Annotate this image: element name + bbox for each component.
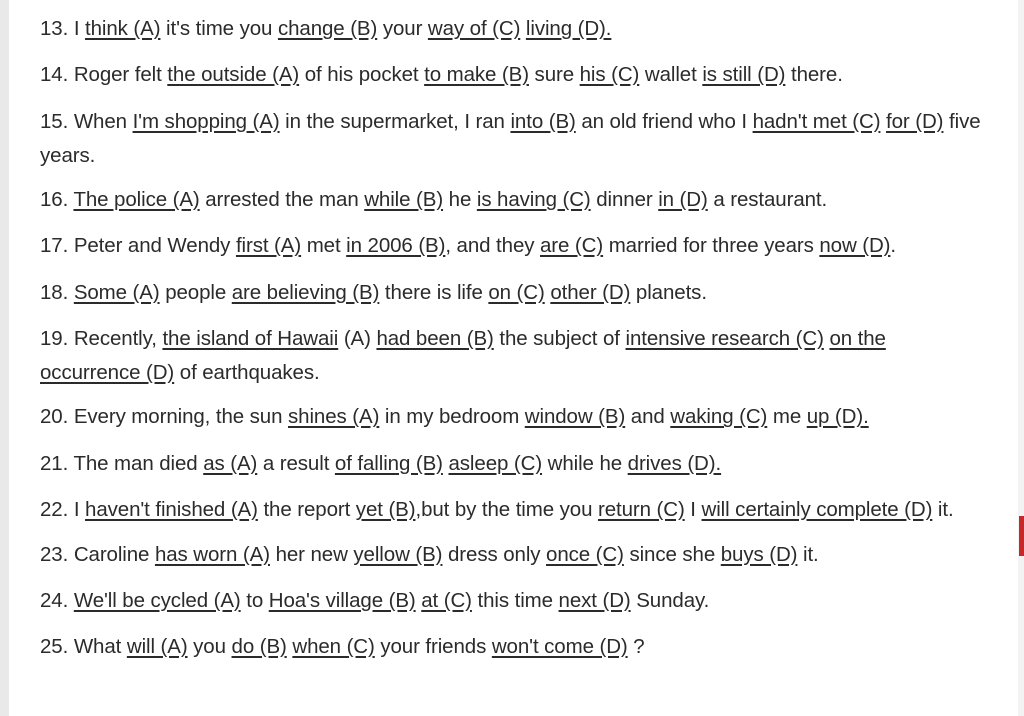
underlined-option: once (C) (546, 542, 624, 566)
underlined-option: yet (B) (355, 498, 416, 522)
sentence-text: her new (269, 542, 354, 566)
sentence-text: ? (627, 635, 645, 659)
sentence-text: in my bedroom (379, 405, 525, 429)
question-17 (40, 229, 990, 263)
sentence-text: Caroline (73, 542, 155, 566)
underlined-option: of falling (B) (334, 451, 443, 475)
sentence-text: planets. (630, 280, 707, 304)
question-number: 23. (40, 542, 69, 566)
question-16 (40, 183, 990, 217)
sentence-text: . (890, 234, 897, 258)
underlined-option: is having (C) (476, 188, 591, 212)
sentence-text: there. (785, 63, 843, 87)
sentence-text: I (684, 498, 702, 522)
question-number: 20. (40, 405, 69, 429)
underlined-option: intensive research (C) (625, 326, 824, 350)
underlined-option: drives (D). (627, 451, 722, 475)
sentence-text: five years. (40, 109, 981, 167)
sentence-text: When (73, 109, 133, 133)
question-number: 19. (40, 326, 69, 350)
sentence-text: wallet (639, 63, 703, 87)
underlined-option: had been (B) (376, 326, 494, 350)
sentence-text: dinner (590, 188, 659, 212)
underlined-option: for (D) (886, 109, 944, 133)
sentence-text: there is life (379, 280, 489, 304)
sentence-text: dress only (442, 542, 547, 566)
question-22 (40, 493, 990, 527)
sentence-text: married for three years (603, 234, 820, 258)
sentence-text: and (625, 405, 671, 429)
underlined-option: next (D) (558, 588, 631, 612)
question-21 (40, 447, 990, 481)
underlined-option: buys (D) (720, 542, 798, 566)
underlined-option: Some (A) (73, 280, 160, 304)
question-14 (40, 58, 990, 92)
sentence-text: of earthquakes. (174, 360, 320, 384)
sentence-text: I (73, 17, 86, 40)
sentence-text: I (73, 498, 86, 522)
right-edge (1018, 0, 1024, 716)
underlined-option: The police (A) (73, 188, 200, 212)
question-13 (40, 12, 990, 46)
underlined-option: are (C) (540, 234, 604, 258)
question-list (40, 12, 990, 676)
scroll-marker (1019, 516, 1024, 556)
underlined-option: We'll be cycled (A) (73, 588, 241, 612)
underlined-option: the island of Hawaii (162, 326, 339, 350)
sentence-text: Every morning, the sun (73, 405, 289, 429)
underlined-option: do (B) (231, 635, 287, 659)
sentence-text: (A) (338, 326, 377, 350)
underlined-option: think (A) (85, 17, 161, 40)
question-number: 14. (40, 63, 69, 87)
sentence-text: arrested the man (199, 188, 365, 212)
sentence-text: it. (797, 542, 819, 566)
sentence-text: a result (257, 451, 335, 475)
underlined-option: way of (C) (427, 17, 521, 40)
underlined-option: waking (C) (670, 405, 768, 429)
underlined-option: return (C) (597, 498, 685, 522)
underlined-option: change (B) (277, 17, 378, 40)
underlined-option: asleep (C) (448, 451, 543, 475)
underlined-option: as (A) (203, 451, 258, 475)
question-number: 18. (40, 280, 69, 304)
question-number: 25. (40, 635, 69, 659)
question-24 (40, 584, 990, 618)
sentence-text: , and they (445, 234, 540, 258)
underlined-option: the outside (A) (167, 63, 300, 87)
question-number: 15. (40, 109, 69, 133)
underlined-option: are believing (B) (231, 280, 380, 304)
underlined-option: on the occurrence (D) (40, 326, 886, 384)
sentence-text: ,but by the time you (415, 498, 598, 522)
sentence-text: a restaurant. (707, 188, 828, 212)
sentence-text: an old friend who I (575, 109, 753, 133)
sentence-text: Recently, (73, 326, 163, 350)
sentence-text: it. (932, 498, 954, 522)
sentence-text: this time (471, 588, 559, 612)
underlined-option: hadn't met (C) (752, 109, 881, 133)
underlined-option: won't come (D) (491, 635, 628, 659)
sentence-text: me (767, 405, 807, 429)
underlined-option: yellow (B) (353, 542, 443, 566)
question-15 (40, 105, 990, 173)
underlined-option: now (D) (819, 234, 891, 258)
left-border (0, 0, 9, 716)
underlined-option: first (A) (235, 234, 302, 258)
sentence-text: to (240, 588, 269, 612)
sentence-text: in the supermarket, I ran (279, 109, 511, 133)
sentence-text: people (159, 280, 232, 304)
sentence-text: The man died (73, 451, 204, 475)
sentence-text: he (443, 188, 477, 212)
sentence-text: the subject of (493, 326, 626, 350)
sentence-text: met (301, 234, 347, 258)
underlined-option: his (C) (579, 63, 640, 87)
underlined-option: to make (B) (424, 63, 529, 87)
sentence-text: What (73, 635, 127, 659)
underlined-option: up (D). (806, 405, 869, 429)
question-number: 16. (40, 188, 69, 212)
sentence-text: while he (542, 451, 628, 475)
sentence-text: sure (528, 63, 580, 87)
question-18 (40, 276, 990, 310)
underlined-option: haven't finished (A) (85, 498, 258, 522)
sentence-text: since she (623, 542, 721, 566)
question-number: 24. (40, 588, 69, 612)
underlined-option: shines (A) (288, 405, 380, 429)
sentence-text: your (377, 17, 428, 40)
question-number: 21. (40, 451, 69, 475)
underlined-option: while (B) (364, 188, 444, 212)
question-number: 13. (40, 17, 69, 40)
question-23 (40, 538, 990, 572)
sentence-text: it's time you (160, 17, 278, 40)
sentence-text: of his pocket (299, 63, 425, 87)
sentence-text: you (187, 635, 232, 659)
underlined-option: when (C) (292, 635, 375, 659)
underlined-option: I'm shopping (A) (132, 109, 280, 133)
underlined-option: window (B) (524, 405, 626, 429)
underlined-option: will (A) (126, 635, 188, 659)
underlined-option: Hoa's village (B) (268, 588, 416, 612)
underlined-option: has worn (A) (154, 542, 270, 566)
underlined-option: into (B) (510, 109, 576, 133)
underlined-option: is still (D) (702, 63, 786, 87)
underlined-option: will certainly complete (D) (701, 498, 933, 522)
question-19 (40, 322, 990, 390)
underlined-option: living (D). (525, 17, 612, 40)
question-25 (40, 630, 990, 664)
underlined-option: in 2006 (B) (346, 234, 446, 258)
underlined-option: in (D) (658, 188, 708, 212)
sentence-text: Sunday. (630, 588, 710, 612)
question-20 (40, 400, 990, 434)
question-number: 17. (40, 234, 69, 258)
question-number: 22. (40, 498, 69, 522)
sentence-text: Peter and Wendy (73, 234, 236, 258)
underlined-option: on (C) (488, 280, 545, 304)
sentence-text: your friends (374, 635, 492, 659)
underlined-option: at (C) (421, 588, 472, 612)
sentence-text: Roger felt (73, 63, 168, 87)
underlined-option: other (D) (550, 280, 631, 304)
sentence-text: the report (257, 498, 356, 522)
